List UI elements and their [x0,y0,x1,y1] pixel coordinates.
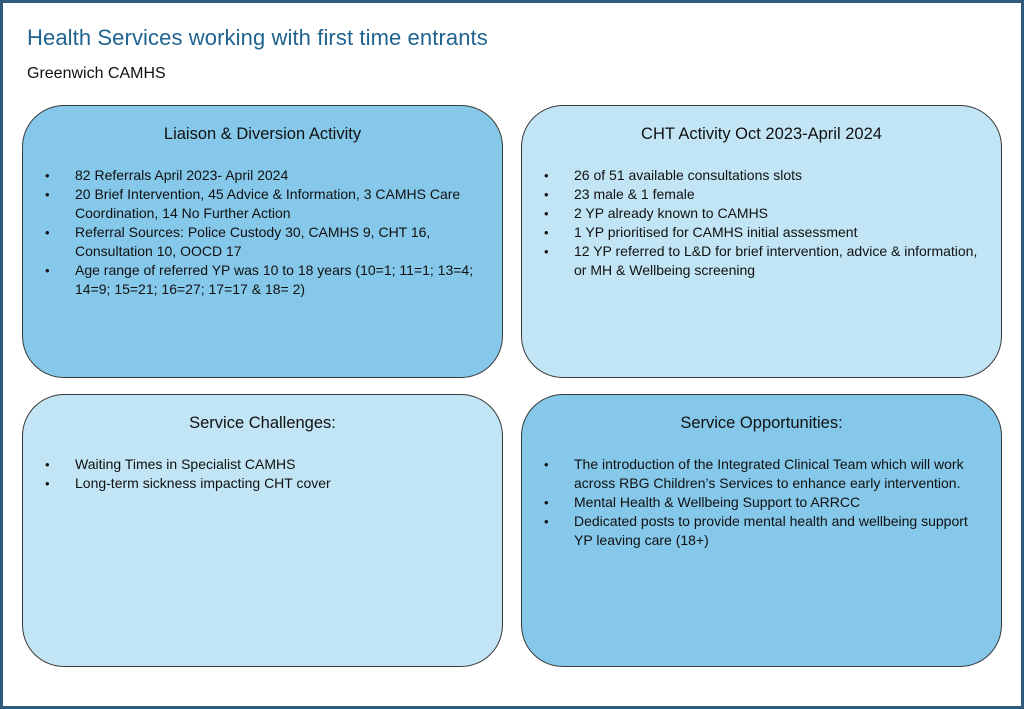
cht-activity-title: CHT Activity Oct 2023-April 2024 [641,125,882,143]
service-opportunities-title: Service Opportunities: [680,414,843,432]
bullet-icon: • [45,263,50,278]
list-item-text: 2 YP already known to CAMHS [574,205,769,221]
page-title: Health Services working with first time entrants [27,25,488,50]
list-item [45,223,482,261]
bullet-icon: • [544,495,549,510]
list-item-text: The introduction of the Integrated Clinical Team which will work across RBG Children’s Services to enhance early intervention. [574,456,964,491]
list-item-text: Waiting Times in Specialist CAMHS [75,456,296,472]
service-opportunities-list [522,455,1001,550]
bullet-icon: • [544,206,549,221]
list-item [544,242,981,280]
page-subtitle: Greenwich CAMHS [27,65,166,82]
service-opportunities-card [521,394,1002,667]
list-item-text: Referral Sources: Police Custody 30, CAMHS 9, CHT 16, Consultation 10, OOCD 17 [75,224,431,259]
list-item [544,512,981,550]
list-item [45,185,482,223]
list-item [544,223,981,242]
cht-activity-list [522,166,1001,280]
bullet-icon: • [544,244,549,259]
list-item [544,204,981,223]
list-item [45,166,482,185]
service-challenges-list [23,455,502,493]
list-item-text: 23 male & 1 female [574,186,695,202]
list-item-text: Mental Health & Wellbeing Support to ARRCC [574,494,861,510]
bullet-icon: • [45,187,50,202]
bullet-icon: • [45,168,50,183]
list-item [45,455,482,474]
list-item-text: 12 YP referred to L&D for brief intervention, advice & information, or MH & Wellbeing screening [574,243,978,278]
bullet-icon: • [45,457,50,472]
bullet-icon: • [544,225,549,240]
bullet-icon: • [544,187,549,202]
list-item-text: 20 Brief Intervention, 45 Advice & Information, 3 CAMHS Care Coordination, 14 No Further Action [75,186,461,221]
bullet-icon: • [544,168,549,183]
bullet-icon: • [45,225,50,240]
list-item [45,261,482,299]
list-item-text: 26 of 51 available consultations slots [574,167,803,183]
liaison-diversion-card [22,105,503,378]
list-item [544,493,981,512]
service-challenges-card [22,394,503,667]
cht-activity-card [521,105,1002,378]
list-item [544,185,981,204]
bullet-icon: • [544,457,549,472]
list-item-text: Dedicated posts to provide mental health and wellbeing support YP leaving care (18+) [574,513,968,548]
bullet-icon: • [544,514,549,529]
list-item [544,166,981,185]
service-challenges-title: Service Challenges: [189,414,336,432]
list-item [544,455,981,493]
list-item-text: Age range of referred YP was 10 to 18 years (10=1; 11=1; 13=4; 14=9; 15=21; 16=27; 17=17 & 18= 2) [75,262,474,297]
liaison-diversion-title: Liaison & Diversion Activity [163,125,362,143]
liaison-diversion-list [23,166,502,299]
list-item [45,474,482,493]
list-item-text: Long-term sickness impacting CHT cover [75,475,331,491]
list-item-text: 82 Referrals April 2023- April 2024 [75,167,289,183]
list-item-text: 1 YP prioritised for CAMHS initial assessment [574,224,858,240]
bullet-icon: • [45,476,50,491]
